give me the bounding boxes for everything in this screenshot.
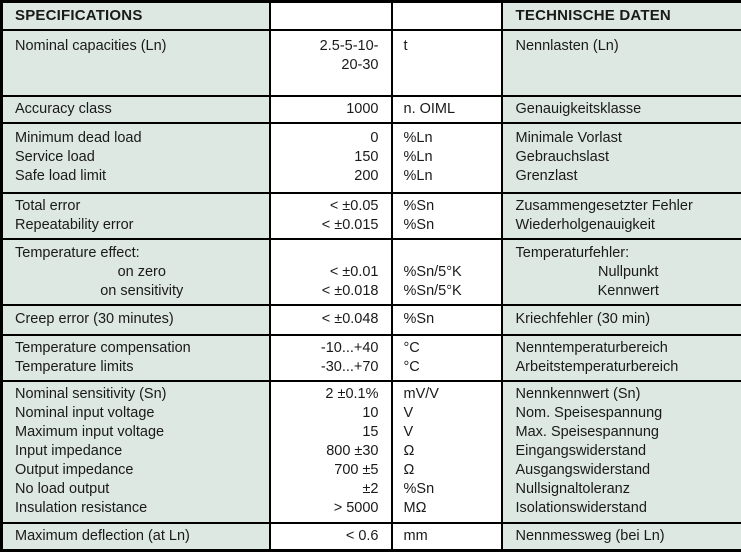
value-cell-line: ±2 [362, 481, 379, 498]
spec-label-cell-line: Minimum dead load [15, 130, 142, 147]
unit-cell-line: %Sn [403, 311, 435, 328]
unit-cell-line: mV/V [403, 386, 439, 403]
unit-cell-line: V [403, 424, 414, 441]
unit-cell [392, 305, 502, 334]
german-label-cell-line: Nennlasten (Ln) [515, 37, 619, 54]
header-specifications: SPECIFICATIONS [2, 2, 270, 30]
value-cell-line: 10 [362, 405, 379, 422]
german-label-cell [502, 305, 741, 334]
unit-cell-line: n. OIML [403, 100, 456, 117]
unit-cell-line [404, 56, 501, 75]
unit-cell-line: Ω [403, 462, 415, 479]
german-label-cell-line: Minimale Vorlast [515, 130, 622, 147]
value-cell-line: 2 ±0.1% [325, 386, 379, 403]
unit-cell [392, 335, 502, 381]
value-cell-line: < 0.6 [345, 528, 379, 545]
unit-cell [392, 193, 502, 239]
value-cell-line: 20-30 [341, 56, 379, 73]
value-cell-line: 15 [362, 424, 379, 441]
unit-cell [392, 381, 502, 524]
spec-label-cell-line: Nominal input voltage [15, 405, 155, 422]
german-label-cell [502, 239, 741, 305]
spec-label-cell [2, 523, 270, 550]
spec-label-cell-line: on sensitivity [100, 282, 184, 299]
spec-label-cell-line [15, 56, 269, 75]
table-row-load-limits [2, 123, 741, 193]
value-cell-line: 0 [370, 130, 379, 147]
german-label-cell [502, 30, 741, 96]
german-label-cell-line: Zusammengesetzter Fehler [515, 198, 693, 215]
value-cell [270, 123, 392, 193]
value-cell-line: < ±0.048 [321, 311, 379, 328]
german-label-cell [502, 523, 741, 550]
german-label-cell-line: Nenntemperaturbereich [515, 339, 668, 356]
value-cell-line: < ±0.05 [329, 198, 379, 215]
spec-label-cell-line: Repeatability error [15, 217, 134, 234]
german-label-cell [502, 96, 741, 123]
table-row-accuracy-class [2, 96, 741, 123]
value-cell-line: < ±0.018 [321, 282, 379, 299]
table-header-row [2, 2, 741, 30]
german-label-cell-line: Nullpunkt [598, 263, 659, 280]
spec-label-cell [2, 123, 270, 193]
header-unit-column-empty [392, 2, 502, 30]
unit-cell-line: mm [403, 528, 428, 545]
table-body [2, 30, 741, 551]
spec-label-cell-line: Temperature limits [15, 358, 134, 375]
german-label-cell-line: Grenzlast [515, 168, 578, 185]
unit-cell-line: °C [403, 358, 420, 375]
german-label-cell-line: Isolationswiderstand [515, 500, 647, 517]
german-label-cell [502, 123, 741, 193]
german-label-cell-line: Genauigkeitsklasse [515, 100, 642, 117]
unit-cell-line: %Sn [403, 481, 435, 498]
value-cell-line: > 5000 [333, 500, 379, 517]
value-cell-line: 800 ±30 [326, 443, 379, 460]
unit-cell [392, 123, 502, 193]
value-cell-line: < ±0.015 [321, 217, 379, 234]
spec-label-cell-line: Maximum input voltage [15, 424, 165, 441]
german-label-cell [502, 193, 741, 239]
unit-cell [392, 239, 502, 305]
unit-cell-line: %Sn [403, 198, 435, 215]
german-label-cell-line: Kennwert [597, 282, 659, 299]
unit-cell-line: MΩ [403, 500, 427, 517]
value-cell-line: 150 [354, 149, 379, 166]
value-cell-line: 1000 [346, 100, 379, 117]
value-cell [270, 305, 392, 334]
spec-label-cell [2, 193, 270, 239]
value-cell [270, 96, 392, 123]
german-label-cell [502, 381, 741, 524]
german-label-cell-line: Max. Speisespannung [515, 424, 659, 441]
header-technische-daten: TECHNISCHE DATEN [502, 2, 741, 30]
unit-cell-line: %Sn/5°K [403, 263, 462, 280]
table-row-creep-error [2, 305, 741, 334]
spec-label-cell-line: No load output [15, 481, 110, 498]
table-row-temperature-range [2, 335, 741, 381]
value-cell [270, 335, 392, 381]
spec-label-cell [2, 239, 270, 305]
spec-label-cell-line: Maximum deflection (at Ln) [15, 528, 190, 545]
unit-cell-line: %Sn [403, 217, 435, 234]
german-label-cell-line: Nennkennwert (Sn) [515, 386, 641, 403]
german-label-cell-line: Wiederholgenauigkeit [515, 217, 655, 234]
spec-label-cell-line: Service load [15, 149, 95, 166]
table-row-deflection [2, 523, 741, 550]
value-cell-line: 700 ±5 [334, 462, 379, 479]
value-cell [270, 239, 392, 305]
unit-cell-line: %Ln [403, 130, 433, 147]
spec-label-cell-line: Total error [15, 198, 81, 215]
spec-label-cell-line: Accuracy class [15, 100, 112, 117]
spec-label-cell [2, 335, 270, 381]
unit-cell [392, 30, 502, 96]
spec-label-cell-line: Creep error (30 minutes) [15, 311, 174, 328]
spec-label-cell [2, 30, 270, 96]
german-label-cell-line: Arbeitstemperaturbereich [515, 358, 679, 375]
spec-label-cell [2, 305, 270, 334]
unit-cell-line: %Ln [403, 168, 433, 185]
spec-label-cell-line: Nominal capacities (Ln) [15, 37, 167, 54]
value-cell-line: 200 [354, 168, 379, 185]
value-cell [270, 523, 392, 550]
table-row-temperature-effect [2, 239, 741, 305]
unit-cell-line: t [403, 37, 408, 54]
value-cell-line: -30...+70 [320, 358, 379, 375]
spec-label-cell-line: on zero [117, 263, 166, 280]
german-label-cell-line: Nullsignaltoleranz [515, 481, 630, 498]
value-cell [270, 30, 392, 96]
german-label-cell-line: Kriechfehler (30 min) [515, 311, 651, 328]
spec-label-cell [2, 96, 270, 123]
unit-cell-line: %Ln [403, 149, 433, 166]
unit-cell-line: Ω [403, 443, 415, 460]
german-label-cell-line [516, 56, 741, 75]
value-cell-line: < ±0.01 [329, 263, 379, 280]
table-row-electrical [2, 381, 741, 524]
unit-cell-line [404, 244, 501, 263]
spec-label-cell-line: Temperature effect: [15, 244, 140, 261]
spec-label-cell-line: Nominal sensitivity (Sn) [15, 386, 167, 403]
spec-label-cell-line: Temperature compensation [15, 339, 191, 356]
value-cell [270, 193, 392, 239]
value-cell-line: -10...+40 [320, 339, 379, 356]
german-label-cell [502, 335, 741, 381]
german-label-cell-line: Gebrauchslast [515, 149, 609, 166]
header-value-column-empty [270, 2, 392, 30]
unit-cell [392, 523, 502, 550]
unit-cell-line: °C [403, 339, 420, 356]
german-label-cell-line: Nennmessweg (bei Ln) [515, 528, 665, 545]
spec-label-cell-line: Input impedance [15, 443, 123, 460]
german-label-cell-line: Temperaturfehler: [515, 244, 630, 261]
unit-cell [392, 96, 502, 123]
table-row-errors [2, 193, 741, 239]
value-cell [270, 381, 392, 524]
unit-cell-line: %Sn/5°K [403, 282, 462, 299]
value-cell-line [271, 244, 379, 263]
german-label-cell-line: Ausgangswiderstand [515, 462, 651, 479]
german-label-cell-line: Eingangswiderstand [515, 443, 647, 460]
german-label-cell-line: Nom. Speisespannung [515, 405, 663, 422]
spec-label-cell-line: Safe load limit [15, 168, 107, 185]
spec-label-cell [2, 381, 270, 524]
table-row-nominal-capacities [2, 30, 741, 96]
spec-label-cell-line: Output impedance [15, 462, 134, 479]
spec-label-cell-line: Insulation resistance [15, 500, 148, 517]
unit-cell-line: V [403, 405, 414, 422]
value-cell-line: 2.5-5-10- [319, 37, 379, 54]
